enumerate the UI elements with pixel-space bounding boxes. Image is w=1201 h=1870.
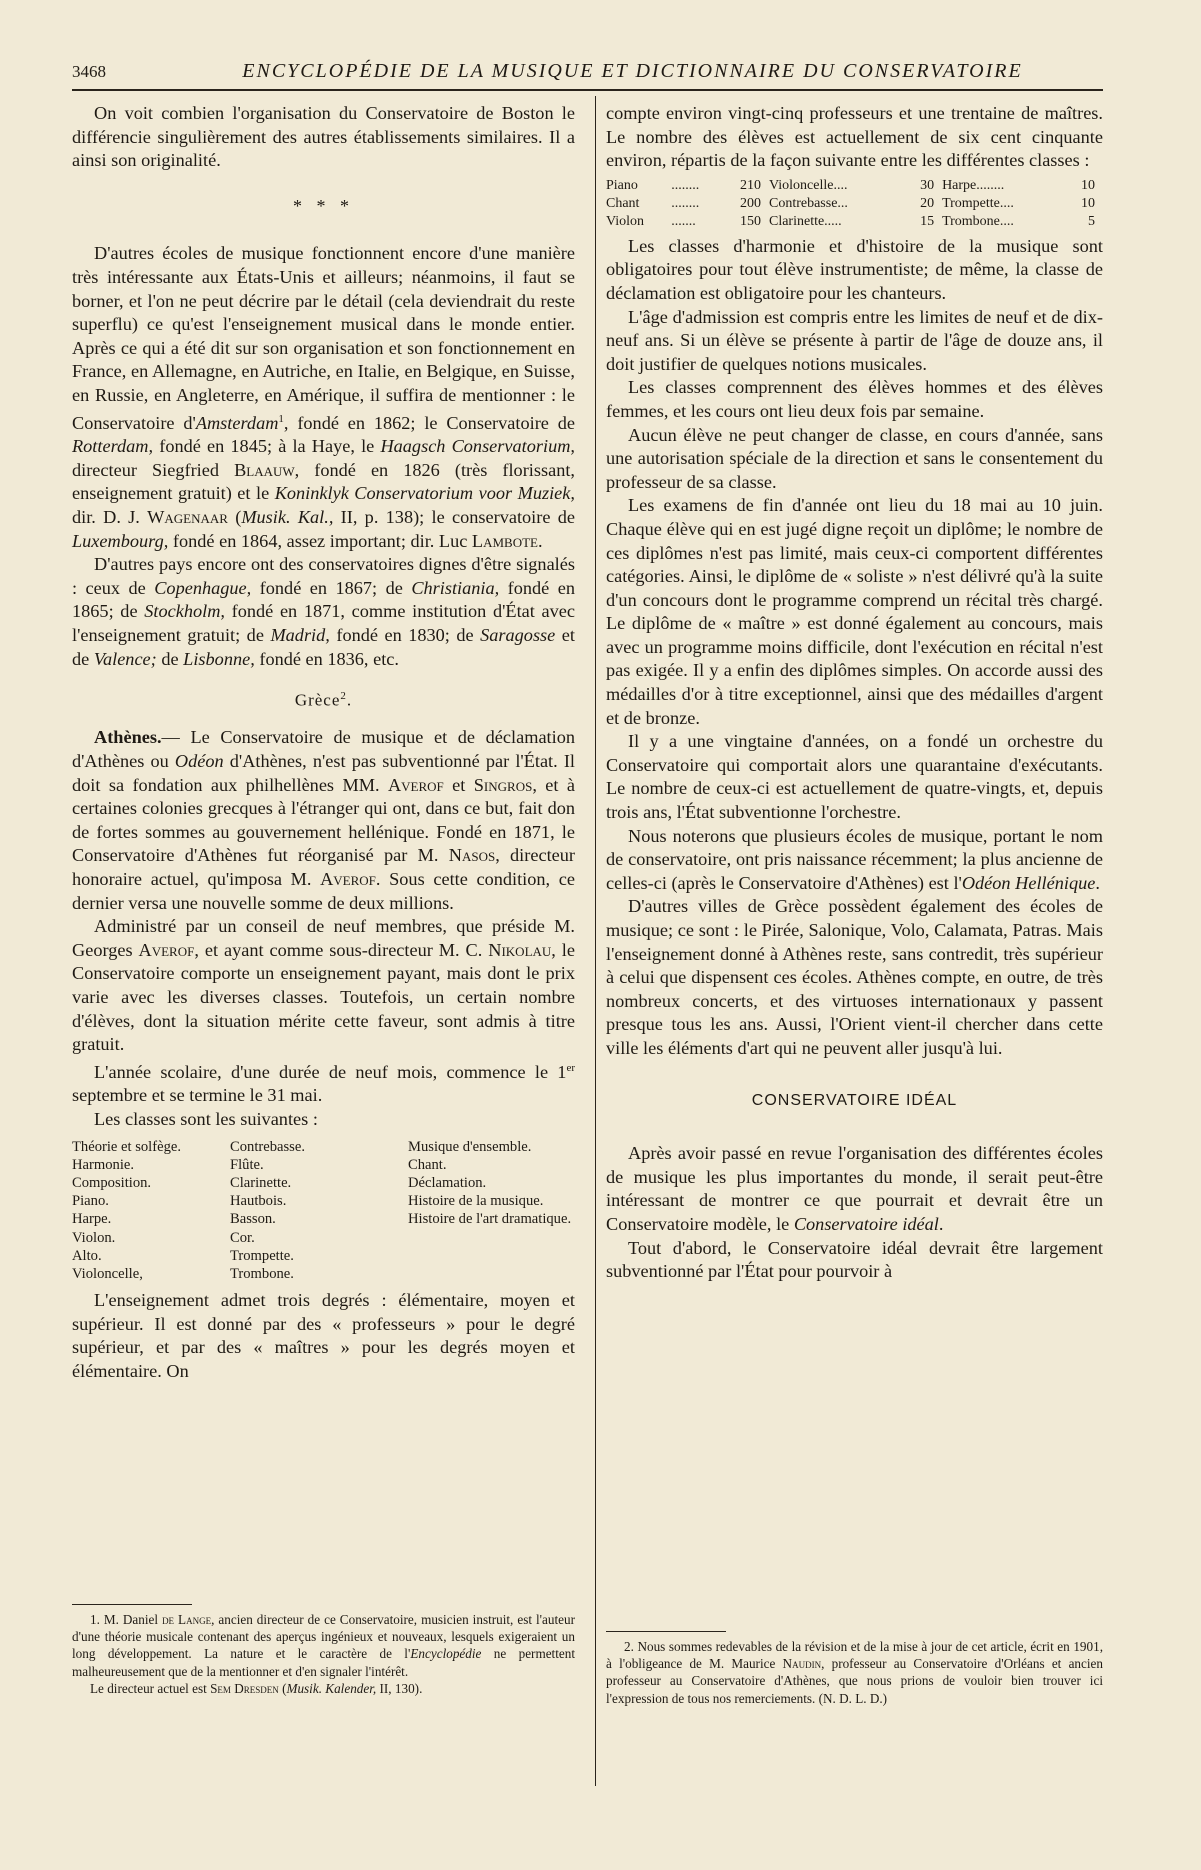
paragraph: Les examens de fin d'année ont lieu du 18 mai au 10 juin. Chaque élève qui en est jugé digne reçoit un diplôme; le nombre de ces diplômes n'est pas limité, mais ceux-ci comportent différentes catégories. Ainsi, le diplôme de « soliste » n'est délivré qu'à la suite d'un concours dont le programme comprend un récital très chargé. Le diplôme de « maître » est donné également au concours, mais avec un programme moins difficile, dont l'exécution en récital n'est pas exigée. Il y a enfin des diplômes simples. On accorde aussi des médailles d'or à titre exceptionnel, ainsi que des médailles d'argent et de bronze. [606,495,1103,728]
table-row: Piano ........ 210 Violoncelle.... 30 Harpe........ 10 [606,177,1095,193]
paragraph: L'âge d'admission est compris entre les limites de neuf et de dix-neuf ans. Si un élève se présente à partir de l'âge de douze ans, il doit justifier de quelques notions musicales. [606,306,1103,374]
footnote: Le directeur actuel est Sem Dresden (Musik. Kalender, II, 130). [90,1680,423,1696]
list-item: Harmonie. [72,1156,135,1173]
header-rule [72,89,1103,91]
list-item: Flûte. [230,1156,264,1173]
list-item: Violon. [72,1229,116,1246]
right-column [606,102,1103,1284]
class-list-col-1 [72,1138,222,1284]
paragraph: On voit combien l'organisation du Conservatoire de Boston le différencie singulièrement des autres établissements similaires. Il a ainsi son originalité. [72,103,575,171]
list-item: Chant. [408,1156,447,1173]
left-column [72,102,575,1384]
list-item: Déclamation. [408,1175,487,1191]
page-number: 3468 [72,62,106,81]
list-item: Cor. [230,1229,255,1246]
class-list [72,1138,575,1284]
footnote-left [72,1611,575,1697]
paragraph: Les classes d'harmonie et d'histoire de la musique sont obligatoires pour tout élève instrumentiste; de même, la classe de déclamation est obligatoire pour les chanteurs. [606,235,1103,303]
footnote: 1. M. Daniel de Lange, ancien directeur de ce Conservatoire, musicien instruit, est l'auteur d'une théorie musicale contenant des aperçus ingénieux et nouveaux, lesquels exigeraient un long développement. La nature et le caractère de l'Encyclopédie ne permettent malheureusement que de la mentionner et d'en signaler l'intérêt. [72,1612,576,1679]
list-item: Trompette. [230,1247,294,1264]
section-heading-greece: Grèce$^2$. [294,690,353,710]
section-title: CONSERVATOIRE IDÉAL [751,1091,958,1109]
column-divider [595,96,596,1786]
list-item: Histoire de l'art dramatique. [408,1211,572,1228]
list-item: Harpe. [72,1211,112,1228]
table-row: Chant ........ 200 Contrebasse... 20 Trompette.... 10 [606,195,1095,211]
paragraph: L'année scolaire, d'une durée de neuf mois, commence le 1er septembre et se termine le 31 mai. [72,1061,575,1106]
list-item: Hautbois. [230,1193,287,1210]
paragraph: D'autres écoles de musique fonctionnent encore d'une manière très intéressante aux États-Unis et ailleurs; néanmoins, il faut se borner, et l'on ne peut décrire par le détail (cela deviendrait du reste superflu) ce qu'est l'enseignement musical dans le monde entier. Après ce qui a été dit sur son organisation et son fonctionnement en France, en Allemagne, en Autriche, en Italie, en Belgique, en Suisse, en Russie, en Angleterre, en Amérique, il suffira de mentionner : le Conservatoire d'Amsterdam$^1$, fondé en 1862; le Conservatoire de Rotterdam, fondé en 1845; à la Haye, le Haagsch Conservatorium, directeur Siegfried Blaauw, fondé en 1826 (très florissant, enseignement gratuit) et le Koninklyk Conservatorium voor Muziek, dir. D. J. Wagenaar (Musik. Kal., II, p. 138); le conservatoire de Luxembourg, fondé en 1864, assez important; dir. Luc Lambote. [72,243,575,551]
footnote-right [606,1638,1103,1707]
section-separator: * * * [293,195,354,216]
footnote-rule-left [72,1604,192,1605]
paragraph: Athènes.— Le Conservatoire de musique et de déclamation d'Athènes ou Odéon d'Athènes, n'est pas subventionné par l'État. Il doit sa fondation aux philhellènes MM. Averof et Singros, et à certaines colonies grecques à l'étranger qui ont, dans ce but, fait don de fortes sommes au gouvernement hellénique. Fondé en 1871, le Conservatoire d'Athènes fut réorganisé par M. Nasos, directeur honoraire actuel, qu'imposa M. Averof. Sous cette condition, ce dernier versa une nouvelle somme de deux millions. [72,727,576,913]
list-item: Contrebasse. [230,1138,305,1155]
class-list-col-2 [230,1138,400,1284]
paragraph: Les classes comprennent des élèves hommes et des élèves femmes, et les cours ont lieu deux fois par semaine. [606,377,1103,421]
list-item: Violoncelle, [72,1266,143,1283]
list-item: Clarinette. [230,1175,292,1191]
paragraph: Aucun élève ne peut changer de classe, en cours d'année, sans une autorisation spéciale de la direction et sans le consentement du professeur de sa classe. [606,424,1103,492]
footnote-rule-right [606,1631,726,1632]
paragraph: Administré par un conseil de neuf membres, que préside M. Georges Averof, et ayant comme sous-directeur M. C. Nikolau, le Conservatoire comporte un enseignement payant, mais dont le prix varie avec les diverses classes. Toutefois, un certain nombre d'élèves, dont la situation mérite cette faveur, sont admis à titre gratuit. [72,916,576,1055]
list-item: Trombone. [230,1266,294,1283]
list-item: Composition. [72,1175,152,1191]
table-row: Violon ....... 150 Clarinette..... 15 Trombone.... 5 [606,213,1095,229]
list-item: Piano. [72,1193,109,1210]
list-item: Basson. [230,1211,276,1228]
paragraph: L'enseignement admet trois degrés : élémentaire, moyen et supérieur. Il est donné par des « professeurs » pour le degré supérieur, et par des « maîtres » pour les degrés moyen et élémentaire. On [72,1290,575,1381]
student-count-table [606,177,1103,231]
paragraph: Après avoir passé en revue l'organisation des différentes écoles de musique les plus importantes du monde, il serait peut-être intéressant de montrer ce que pourrait et devrait être un Conservatoire modèle, le Conservatoire idéal. [606,1143,1103,1234]
page-header [72,58,1103,90]
list-item: Histoire de la musique. [408,1193,544,1210]
list-item: Théorie et solfège. [72,1138,181,1155]
footnote: 2. Nous sommes redevables de la révision et de la mise à jour de cet article, écrit en 1901, à l'obligeance de M. Maurice Naudin, professeur au Conservatoire d'Orléans et ancien professeur au Conservatoire d'Athènes, que nous prions de vouloir bien trouver ici l'expression de tous nos remerciements. (N. D. L. D.) [606,1639,1103,1706]
paragraph: D'autres villes de Grèce possèdent également des écoles de musique; ce sont : le Pirée, Salonique, Volo, Calamata, Patras. Mais l'enseignement donné à Athènes reste, sans contredit, très supérieur à celui que dispensent ces écoles. Athènes compte, en outre, de très nombreux concerts, et des virtuoses internationaux y passent presque tous les ans. Aussi, l'Orient vient-il chercher dans cette ville les éléments d'art qui ne peuvent aller jusqu'à lui. [606,896,1103,1058]
paragraph: Il y a une vingtaine d'années, on a fondé un orchestre du Conservatoire qui comportait alors une quarantaine d'exécutants. Le nombre de ceux-ci est actuellement de quatre-vingts, et, depuis trois ans, l'État subventionne l'orchestre. [606,731,1103,823]
class-list-col-3 [408,1138,575,1284]
paragraph: Tout d'abord, le Conservatoire idéal devrait être largement subventionné par l'État pour pourvoir à [606,1237,1103,1282]
paragraph: Nous noterons que plusieurs écoles de musique, portant le nom de conservatoire, ont pris naissance récemment; la plus ancienne de celles-ci (après le Conservatoire d'Athènes) est l'Odéon Hellénique. [606,825,1103,893]
paragraph: D'autres pays encore ont des conservatoires dignes d'être signalés : ceux de Copenhague, fondé en 1867; de Christiania, fondé en 1865; de Stockholm, fondé en 1871, comme institution d'État avec l'enseignement gratuit; de Madrid, fondé en 1830; de Saragosse et de Valence; de Lisbonne, fondé en 1836, etc. [72,554,575,669]
running-title: ENCYCLOPÉDIE DE LA MUSIQUE ET DICTIONNAIRE DU CONSERVATOIRE [242,60,1023,82]
paragraph: Les classes sont les suivantes : [94,1109,318,1129]
paragraph: compte environ vingt-cinq professeurs et une trentaine de maîtres. Le nombre des élèves est actuellement de six cent cinquante environ, répartis de la façon suivante entre les différentes classes : [606,103,1103,171]
list-item: Musique d'ensemble. [408,1138,532,1155]
list-item: Alto. [72,1247,102,1264]
